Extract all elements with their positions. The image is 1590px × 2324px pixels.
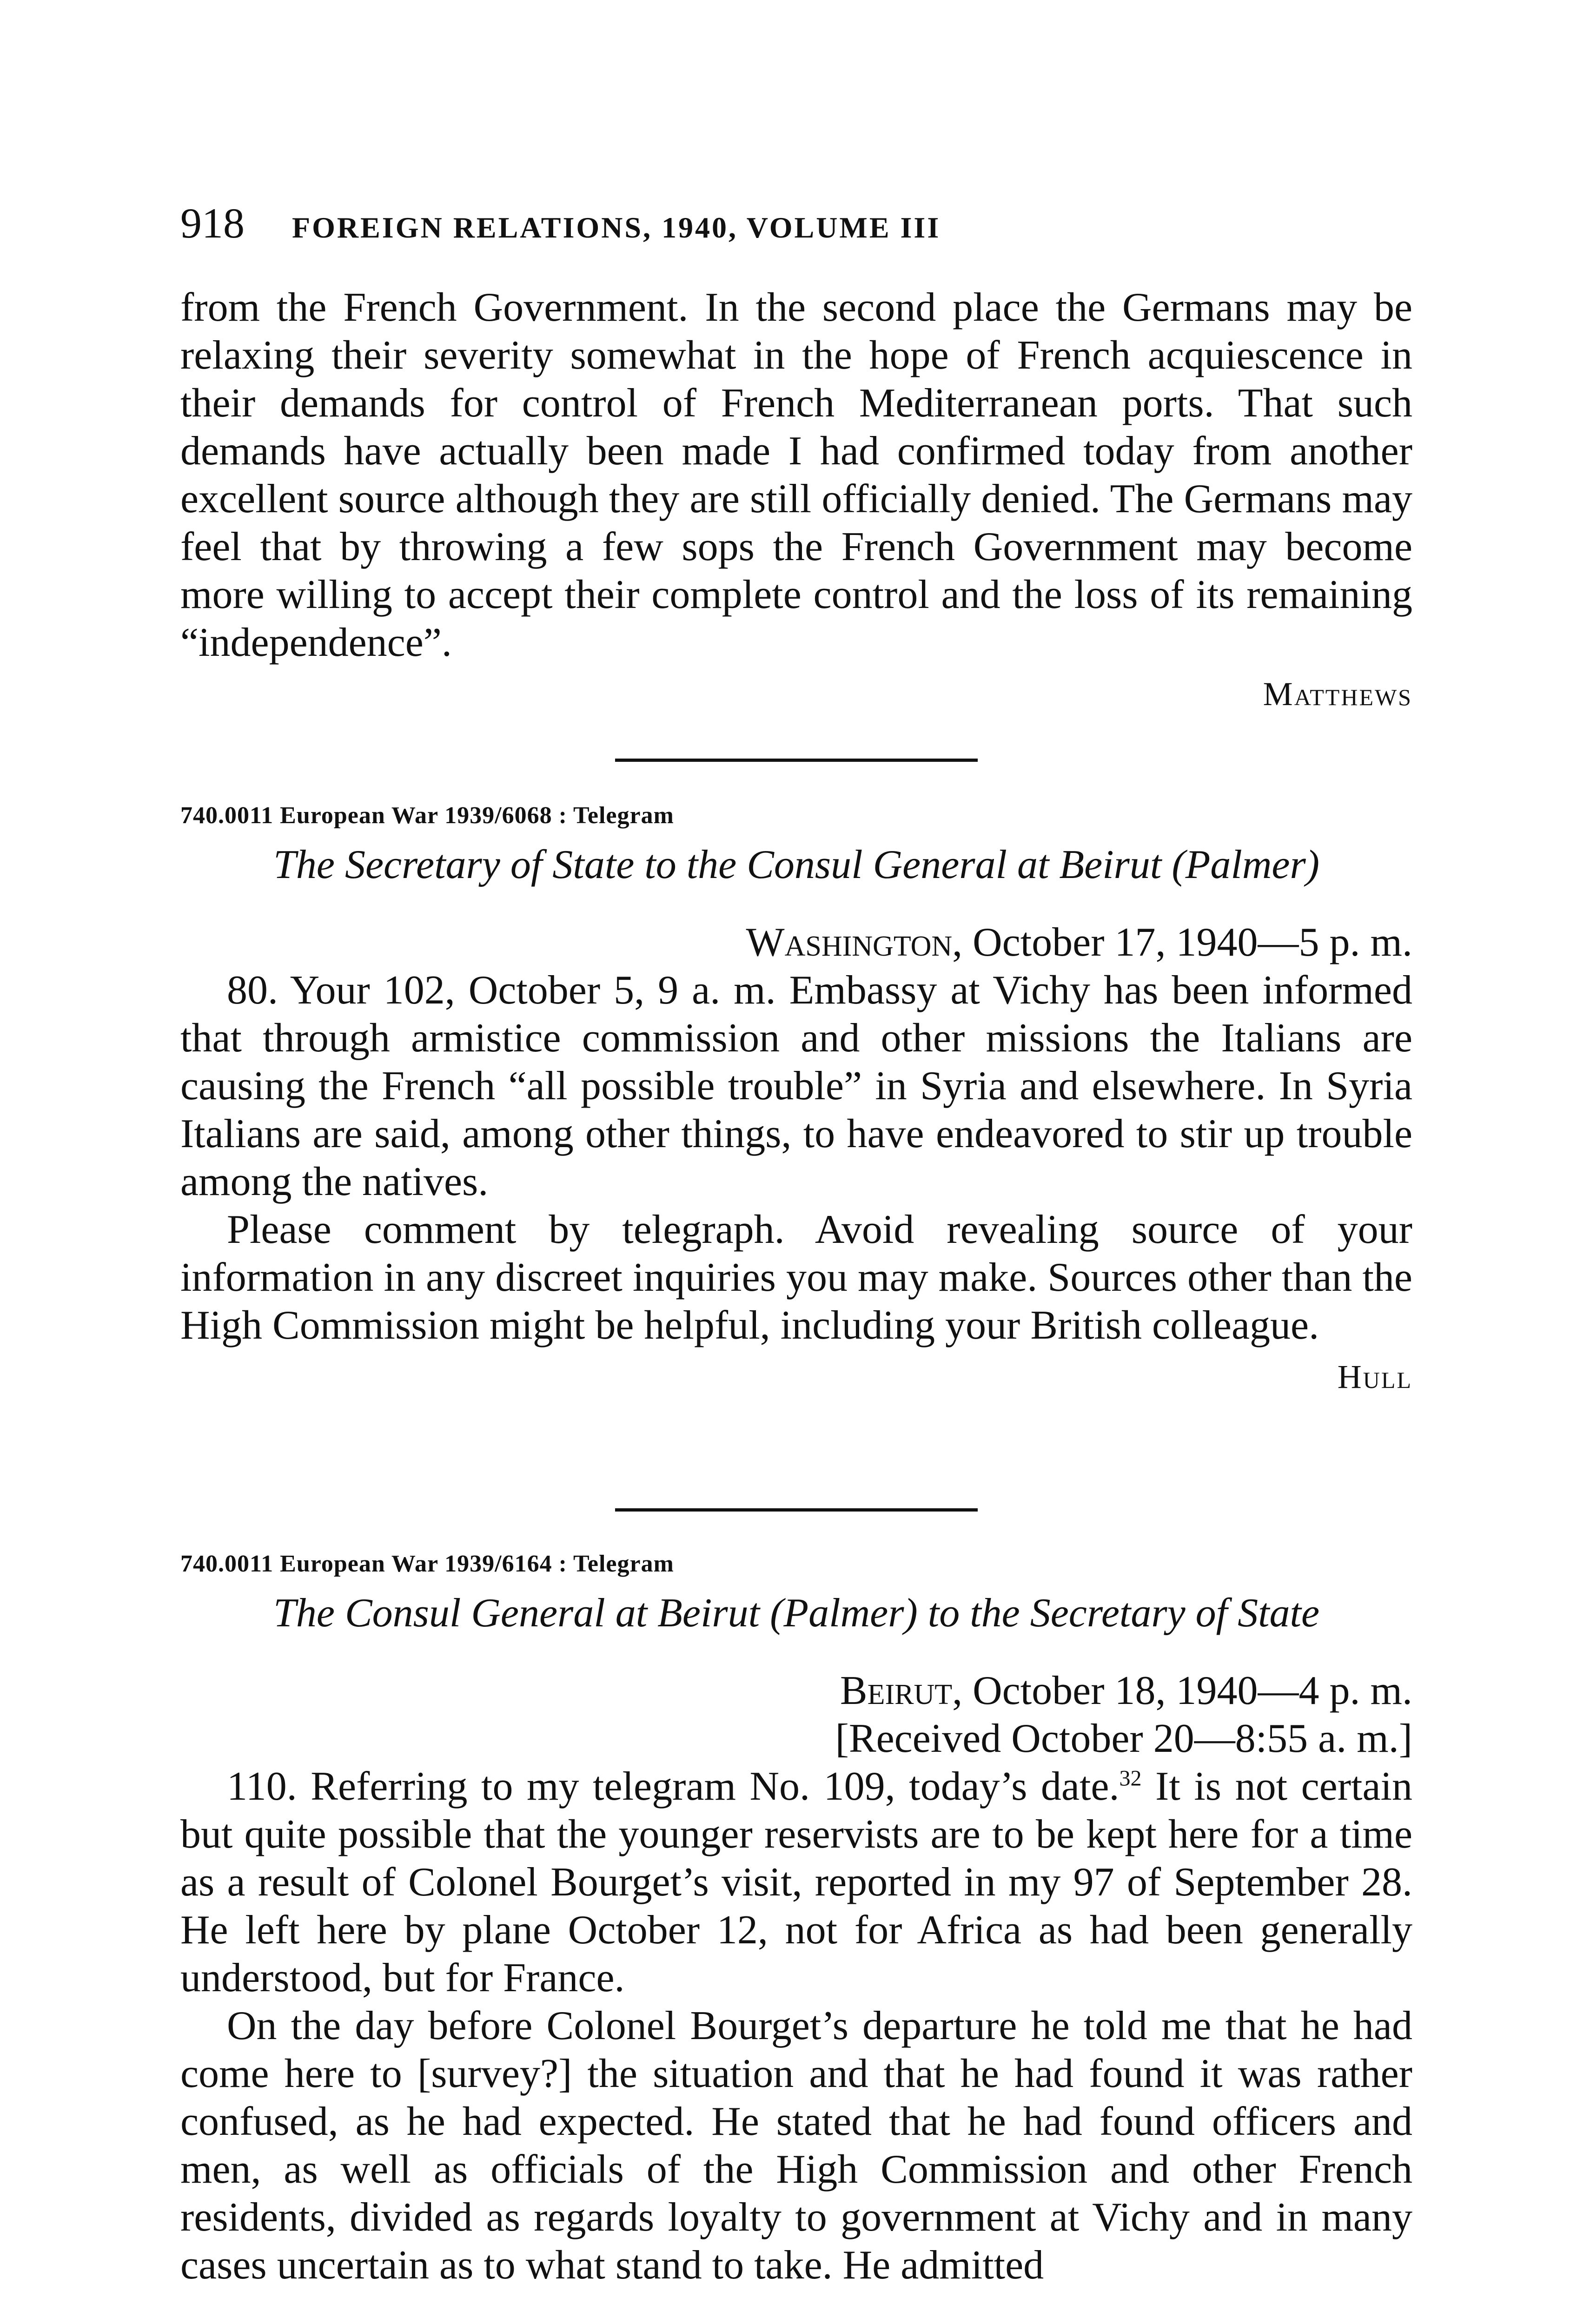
continuation-paragraph: from the French Government. In the second place the Germans may be relaxing their severity somewhat in the hope of French acquiescence in their demands for control of French Mediterranean ports. That such demands have actually been made I had confirmed today from another excellent source although they are still officially denied. The Germans may feel that by throwing a few sops the French Government may become more willing to accept their complete control and the loss of its remaining “independence”. — [180, 285, 1412, 665]
telegram-paragraph: 80. Your 102, October 5, 9 a. m. Embassy at Vichy has been informed that through armistice commission and other missions the Italians are causing the French “all possible trouble” in Syria and elsewhere. In Syria Italians are said, among other things, to have endeavored to stir up trouble among the natives. — [180, 968, 1412, 1204]
paragraph-text: It is not certain but quite possible that the younger reservists are to be kept here for a time as a result of Colonel Bourget’s visit, reported in my 97 of September 28. He left here by plane October 12, not for Africa as had been generally understood, but for France. — [180, 1764, 1412, 2000]
dateline-time: October 18, 1940—4 p. m. — [973, 1668, 1412, 1713]
telegram-secretary-to-consul — [180, 799, 1412, 1396]
page-header — [180, 191, 1412, 246]
telegram-consul-to-secretary — [180, 1548, 1412, 2289]
running-head: FOREIGN RELATIONS, 1940, VOLUME III — [292, 211, 941, 244]
dateline — [180, 918, 1412, 966]
dateline — [180, 1667, 1412, 1715]
separator-rule-1-wrap — [180, 759, 1412, 762]
dateline-place: Washington, — [746, 920, 963, 965]
telegram-paragraph: On the day before Colonel Bourget’s departure he told me that he had come here to [survey?] the situation and that he had found it was rather confused, as he had expected. He stated that he had found officers and men, as well as officials of the High Commission and other French residents, divided as regards loyalty to government at Vichy and in many cases uncertain as to what stand to take. He admitted — [180, 2003, 1412, 2288]
received-line: [Received October 20—8:55 a. m.] — [835, 1716, 1412, 1761]
page-number: 918 — [180, 199, 245, 247]
telegram-paragraph — [180, 1763, 1412, 2002]
separator-rule-2-wrap — [180, 1508, 1412, 1512]
telegram-paragraph: Please comment by telegraph. Avoid revealing source of your information in any discreet inquiries you may make. Sources other than the High Commission might be helpful, including your British colleague. — [180, 1207, 1412, 1348]
separator-rule — [615, 759, 978, 762]
footnote-reference: 32 — [1119, 1766, 1142, 1791]
signature-hull: Hull — [1337, 1358, 1412, 1395]
separator-rule — [615, 1508, 978, 1512]
dateline-time: October 17, 1940—5 p. m. — [973, 920, 1412, 965]
signature-matthews: Matthews — [1263, 675, 1412, 713]
document-title: The Secretary of State to the Consul General at Beirut (Palmer) — [273, 842, 1320, 887]
dateline-place: Beirut, — [840, 1668, 963, 1713]
continuation-section — [180, 284, 1412, 713]
document-title: The Consul General at Beirut (Palmer) to the Secretary of State — [273, 1591, 1320, 1636]
file-reference: 740.0011 European War 1939/6068 : Telegram — [180, 802, 674, 829]
file-reference: 740.0011 European War 1939/6164 : Telegram — [180, 1551, 674, 1577]
paragraph-text: 110. Referring to my telegram No. 109, today’s date. — [227, 1764, 1120, 1809]
